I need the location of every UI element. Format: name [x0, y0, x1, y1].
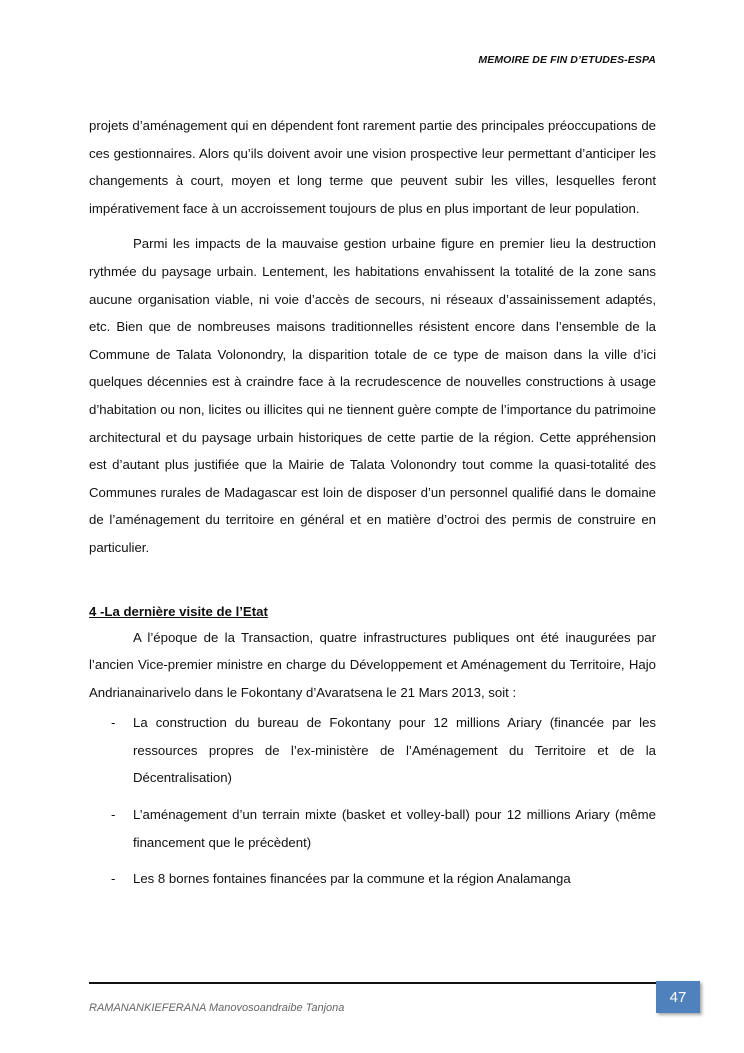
footer-divider [89, 982, 674, 984]
list-item [89, 865, 656, 893]
list-item [89, 709, 656, 792]
bullet-list [89, 709, 656, 893]
section-intro: A l’époque de la Transaction, quatre infrastructures publiques ont été inaugurées par l’ancien Vice-premier ministre en charge du Développement et Aménagement du Territoire, Hajo Andrianainarivelo dans le Fokontany d’Avaratsena le 21 Mars 2013, soit : [89, 629, 656, 700]
section-heading: 4 -La dernière visite de l’Etat [89, 603, 268, 619]
list-item [89, 801, 656, 856]
footer-author: RAMANANKIEFERANA Manovosoandraibe Tanjona [89, 1002, 345, 1014]
running-header: MEMOIRE DE FIN D’ETUDES-ESPA [478, 54, 656, 66]
list-item-text: Les 8 bornes fontaines financées par la commune et la région Analamanga [133, 871, 571, 887]
body-text [89, 112, 656, 902]
paragraph-urban-impacts: Parmi les impacts de la mauvaise gestion urbaine figure en premier lieu la destruction rythmée du paysage urbain. Lentement, les habitations envahissent la totalité de la zone sans aucune organisation viable, ni voie d’accès de secours, ni réseaux d’assainissement adaptés, etc. Bien que de nombreuses maisons traditionnelles résistent encore dans l’ensemble de la Commune de Talata Volonondry, la disparition totale de ce type de maison dans la ville d’ici quelques décennies est à craindre face à la recrudescence de nouvelles constructions à usage d’habitation ou non, licites ou illicites qui ne tiennent guère compte de l’importance du patrimoine architectural et du paysage urbain historiques de cette partie de la région. Cette appréhension est d’autant plus justifiée que la Mairie de Talata Volonondry tout comme la quasi-totalité des Communes rurales de Madagascar est loin de disposer d’un personnel qualifié dans le domaine de l’aménagement du territoire en général et en matière d’octroi des permis de construire en particulier. [89, 236, 656, 555]
bullet-dash: - [111, 715, 116, 731]
bullet-dash: - [111, 807, 116, 823]
paragraph-continuation: projets d’aménagement qui en dépendent font rarement partie des principales préoccupations de ces gestionnaires. Alors qu’ils doivent avoir une vision prospective leur permettant d’anticiper les changements à court, moyen et long terme que peuvent subir les villes, lesquelles feront impérativement face à un accroissement toujours de plus en plus important de leur population. [89, 118, 656, 216]
list-item-text: L’aménagement d’un terrain mixte (basket et volley-ball) pour 12 millions Ariary (même financement que le précèdent) [133, 807, 656, 850]
bullet-dash: - [111, 871, 116, 887]
page-number-badge: 47 [656, 981, 700, 1013]
list-item-text: La construction du bureau de Fokontany pour 12 millions Ariary (financée par les ressources propres de l’ex-ministère de l’Aménagement du Territoire et de la Décentralisation) [133, 715, 656, 786]
